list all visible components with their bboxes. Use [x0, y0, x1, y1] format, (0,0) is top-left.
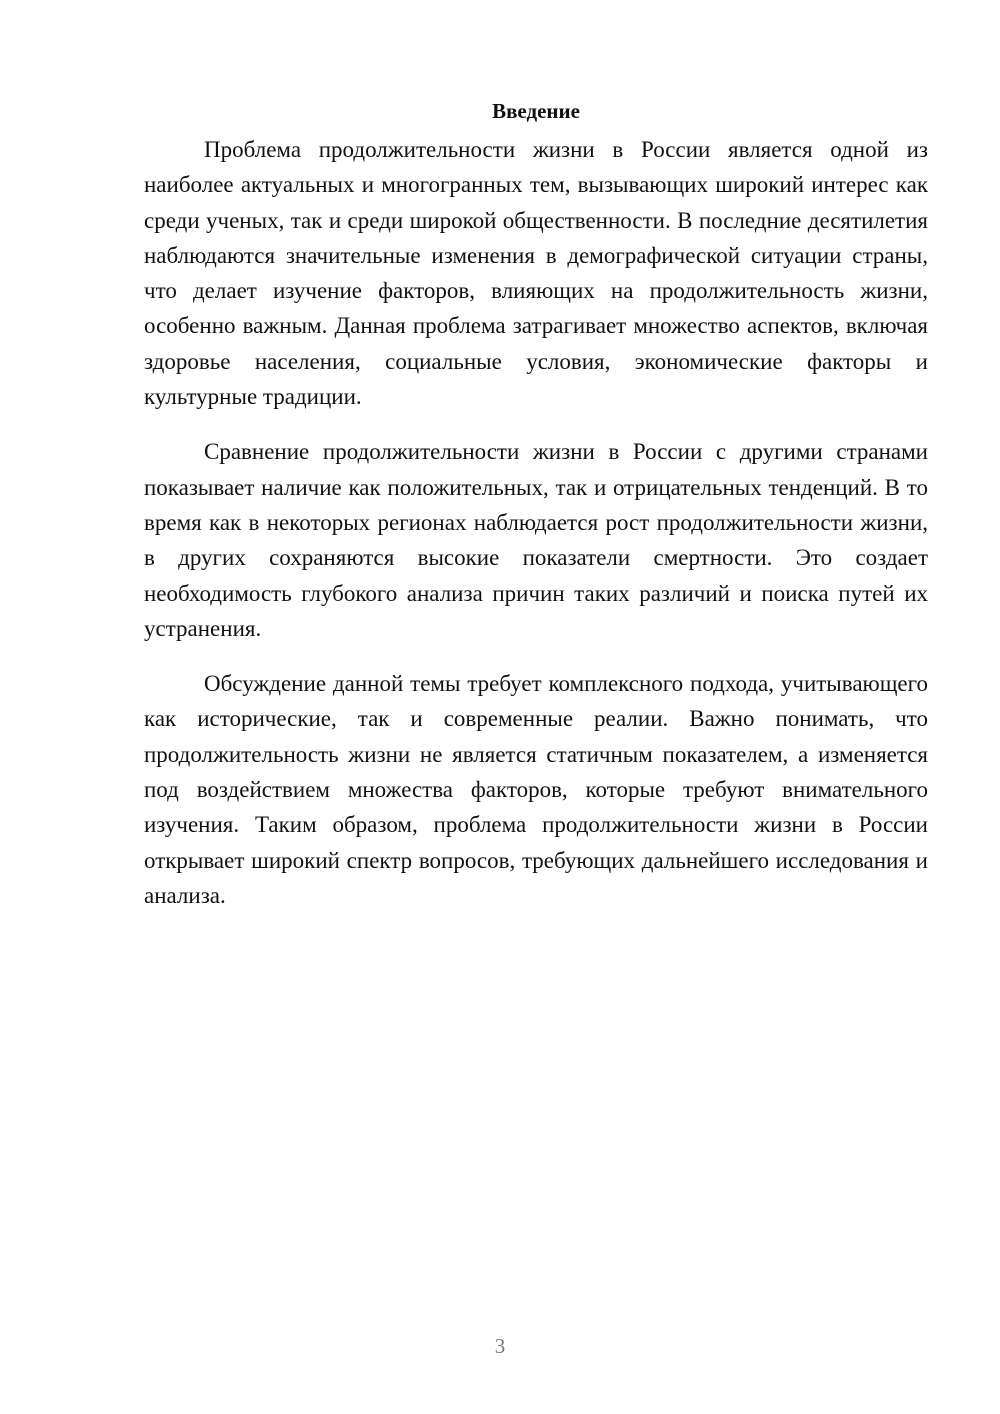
section-heading: Введение	[492, 99, 580, 123]
paragraph-2: Сравнение продолжительности жизни в России с другими странами показывает наличие как положительных, так и отрицательных тенденций. В то время как в некоторых регионах наблюдается рост продолжительности жизни, в других сохраняются высокие показатели смертности. Это создает необходимость глубокого анализа причин таких различий и поиска путей их устранения.	[144, 439, 928, 641]
page-content	[144, 96, 928, 933]
paragraph-3: Обсуждение данной темы требует комплексного подхода, учитывающего как исторические, так и современные реалии. Важно понимать, что продолжительность жизни не является статичным показателем, а изменяется под воздействием множества факторов, которые требуют внимательного изучения. Таким образом, проблема продолжительности жизни в России открывает широкий спектр вопросов, требующих дальнейшего исследования и анализа.	[144, 671, 928, 908]
paragraph-1: Проблема продолжительности жизни в России является одной из наиболее актуальных и многогранных тем, вызывающих широкий интерес как среди ученых, так и среди широкой общественности. В последние десятилетия наблюдаются значительные изменения в демографической ситуации страны, что делает изучение факторов, влияющих на продолжительность жизни, особенно важным. Данная проблема затрагивает множество аспектов, включая здоровье населения, социальные условия, экономические факторы и культурные традиции.	[144, 137, 928, 410]
page-number: 3	[494, 1334, 506, 1358]
